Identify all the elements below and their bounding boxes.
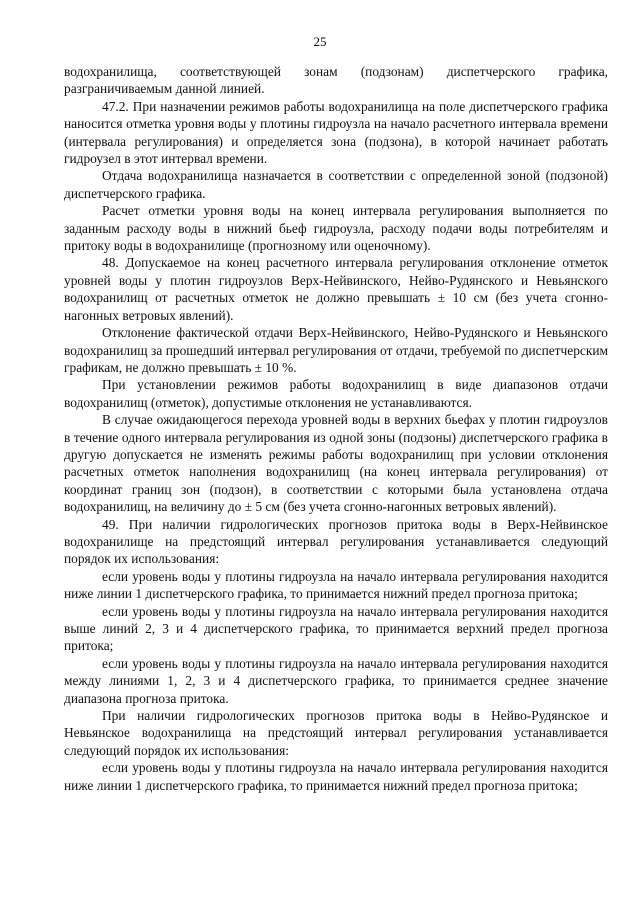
paragraph: При установлении режимов работы водохранилищ в виде диапазонов отдачи водохранилищ (отметок), допустимые отклонения не устанавливаются.: [64, 377, 608, 410]
page-number: 25: [313, 34, 327, 49]
paragraph: водохранилища, соответствующей зонам (подзонам) диспетчерского графика, разграничиваемым данной линией.: [64, 64, 608, 97]
paragraph: 48. Допускаемое на конец расчетного интервала регулирования отклонение отметок уровней воды у плотин гидроузлов Верх-Нейвинского, Нейво-Рудянского и Невьянского водохранилищ от расчетных отметок не должно превышать ± 10 см (без учета сгонно-нагонных ветровых явлений).: [64, 255, 608, 323]
document-body: [64, 63, 608, 794]
paragraph: если уровень воды у плотины гидроузла на начало интервала регулирования находится ниже линии 1 диспетчерского графика, то принимается нижний предел прогноза притока;: [64, 760, 608, 793]
paragraph: Отдача водохранилища назначается в соответствии с определенной зоной (подзоной) диспетчерского графика.: [64, 168, 608, 201]
paragraph: Расчет отметки уровня воды на конец интервала регулирования выполняется по заданным расходу воды в нижний бьеф гидроузла, расходу подачи воды потребителям и притоку воды в водохранилище (прогнозному или оценочному).: [64, 203, 608, 254]
paragraph: если уровень воды у плотины гидроузла на начало интервала регулирования находится ниже линии 1 диспетчерского графика, то принимается нижний предел прогноза притока;: [64, 568, 608, 602]
paragraph: 49. При наличии гидрологических прогнозов притока воды в Верх-Нейвинское водохранилище на предстоящий интервал регулирования устанавливается следующий порядок их использования:: [64, 516, 608, 567]
paragraph: если уровень воды у плотины гидроузла на начало интервала регулирования находится выше линий 2, 3 и 4 диспетчерского графика, то принимается верхний предел прогноза притока;: [64, 603, 608, 654]
paragraph: Отклонение фактической отдачи Верх-Нейвинского, Нейво-Рудянского и Невьянского водохранилищ за прошедший интервал регулирования от отдачи, требуемой по диспетчерским графикам, не должно превышать ± 10 %.: [64, 325, 608, 375]
paragraph: если уровень воды у плотины гидроузла на начало интервала регулирования находится между линиями 1, 2, 3 и 4 диспетчерского графика, то принимается среднее значение диапазона прогноза притока.: [64, 655, 608, 706]
paragraph: 47.2. При назначении режимов работы водохранилища на поле диспетчерского графика наносится отметка уровня воды у плотины гидроузла на начало расчетного интервала времени (интервала регулирования) и определяется зона (подзона), в которой начинает работать гидроузел в этот интервал времени.: [64, 98, 608, 167]
paragraph: При наличии гидрологических прогнозов притока воды в Нейво-Рудянское и Невьянское водохранилища на предстоящий интервал регулирования устанавливается следующий порядок их использования:: [64, 708, 608, 758]
paragraph: В случае ожидающегося перехода уровней воды в верхних бьефах у плотин гидроузлов в течение одного интервала регулирования из одной зоны (подзоны) диспетчерского графика в другую допускается не изменять режимы работы водохранилищ при условии отклонения расчетных отметок наполнения водохранилищ (на конец интервала регулирования) от координат границ зон (подзон), в соответствии с которыми была установлена отдача водохранилищ, на величину до ± 5 см (без учета сгонно-нагонных ветровых явлений).: [64, 412, 608, 515]
